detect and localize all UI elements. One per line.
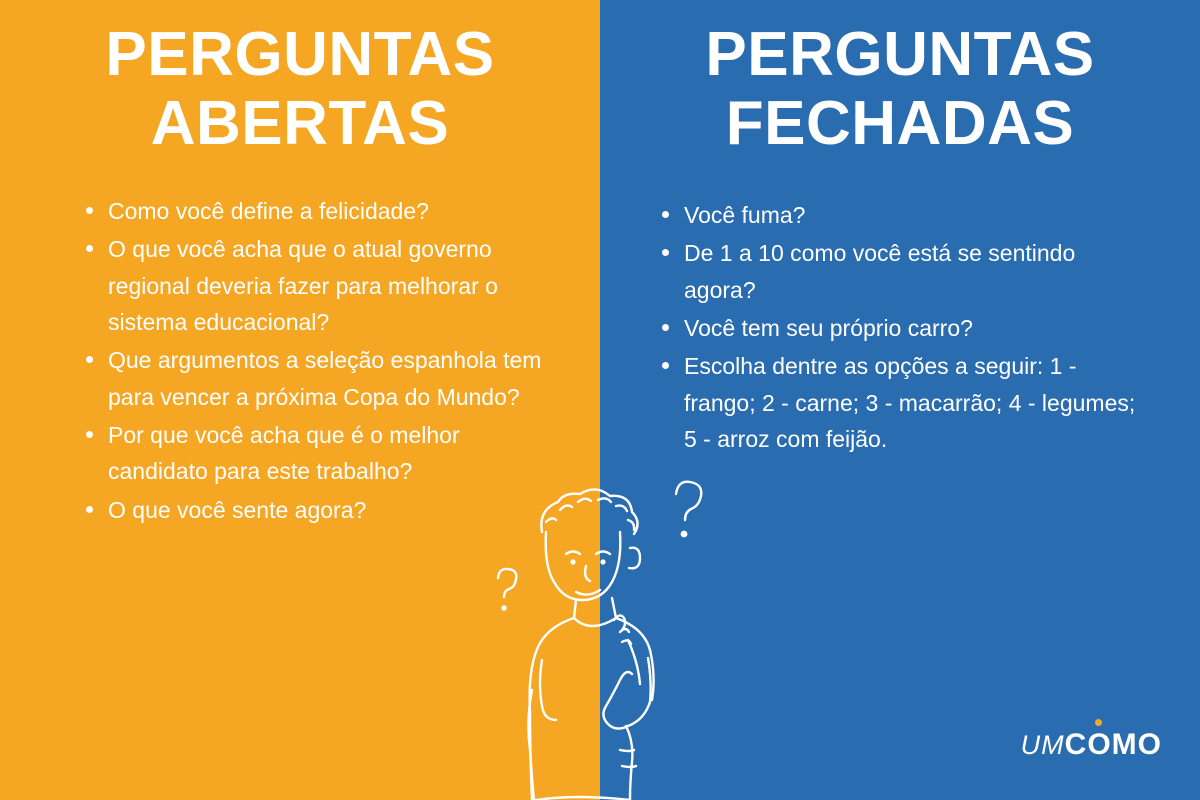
list-item: O que você sente agora?	[86, 492, 560, 528]
list-item: Você tem seu próprio carro?	[662, 310, 1150, 346]
open-questions-title-line1: PERGUNTAS	[105, 20, 495, 89]
open-questions-list	[0, 193, 600, 528]
open-questions-title-line2: ABERTAS	[150, 89, 450, 159]
list-item: Escolha dentre as opções a seguir: 1 - frango; 2 - carne; 3 - macarrão; 4 - legumes; 5 - arroz com feijão.	[662, 348, 1150, 457]
list-item: Você fuma?	[662, 197, 1150, 233]
umcomo-logo	[1021, 728, 1162, 762]
list-item: Por que você acha que é o melhor candidato para este trabalho?	[86, 417, 560, 490]
closed-questions-title-line2: FECHADAS	[725, 89, 1075, 159]
logo-part-como	[1065, 728, 1162, 762]
closed-questions-panel	[600, 0, 1200, 800]
closed-questions-title-line1: PERGUNTAS	[705, 20, 1095, 89]
list-item: Que argumentos a seleção espanhola tem para vencer a próxima Copa do Mundo?	[86, 342, 560, 415]
logo-accent-dot	[1095, 719, 1102, 726]
open-questions-title	[0, 0, 600, 159]
list-item: De 1 a 10 como você está se sentindo agora?	[662, 235, 1150, 308]
list-item: Como você define a felicidade?	[86, 193, 560, 229]
logo-part-um: UM	[1020, 730, 1065, 760]
list-item: O que você acha que o atual governo regional deveria fazer para melhorar o sistema educacional?	[86, 231, 560, 340]
logo-como-text: COMO	[1064, 728, 1162, 761]
closed-questions-title	[600, 0, 1200, 159]
closed-questions-list	[600, 197, 1200, 457]
